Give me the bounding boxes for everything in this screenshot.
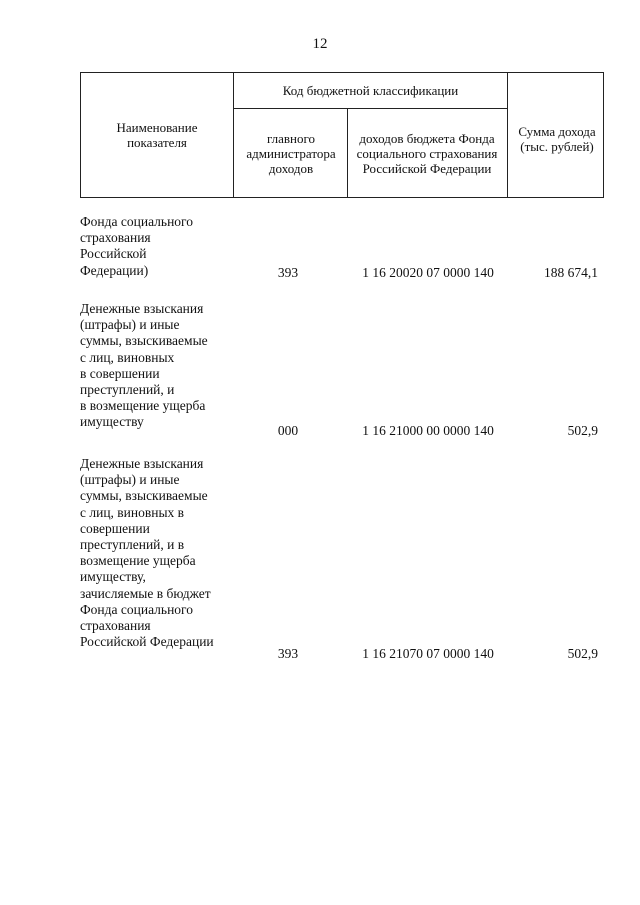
row-3-amount: 502,9 (567, 646, 598, 661)
header-border-bottom (80, 197, 604, 198)
row-1-name: Фонда социального страхования Российской Федерации) (80, 214, 193, 278)
row-2-name: Денежные взыскания (штрафы) и иные суммы, взыскиваемые с лиц, виновных в совершении преступлений, и в возмещение ущерба имуществу (80, 301, 208, 430)
row-3-budget-code: 1 16 21070 07 0000 140 (362, 646, 494, 661)
header-budget-column: доходов бюджета Фонда социального страхования Российской Федерации (356, 130, 498, 176)
header-sum-column: Сумма дохода (тыс. рублей) (518, 124, 596, 154)
header-name-column: Наименование показателя (116, 120, 198, 150)
row-2-admin-code: 000 (277, 423, 299, 438)
header-border-left (80, 72, 81, 198)
row-1-budget-code: 1 16 20020 07 0000 140 (362, 265, 494, 280)
header-admin-column: главного администратора доходов (246, 130, 336, 176)
row-1-amount: 188 674,1 (544, 265, 598, 280)
row-1-admin-code: 393 (277, 265, 299, 280)
row-2-amount: 502,9 (567, 423, 598, 438)
row-3-name: Денежные взыскания (штрафы) и иные суммы, взыскиваемые с лиц, виновных в совершении преступлений, и в возмещение ущерба имуществу, зачисляемые в бюджет Фонда социального страхования Российской Федерации (80, 456, 214, 650)
row-2-budget-code: 1 16 21000 00 0000 140 (362, 423, 494, 438)
header-code-group: Код бюджетной классификации (282, 83, 459, 98)
header-divider-sum (507, 72, 508, 198)
header-divider-code-cols (347, 108, 348, 198)
row-3-admin-code: 393 (277, 646, 299, 661)
page-number: 12 (312, 36, 328, 52)
